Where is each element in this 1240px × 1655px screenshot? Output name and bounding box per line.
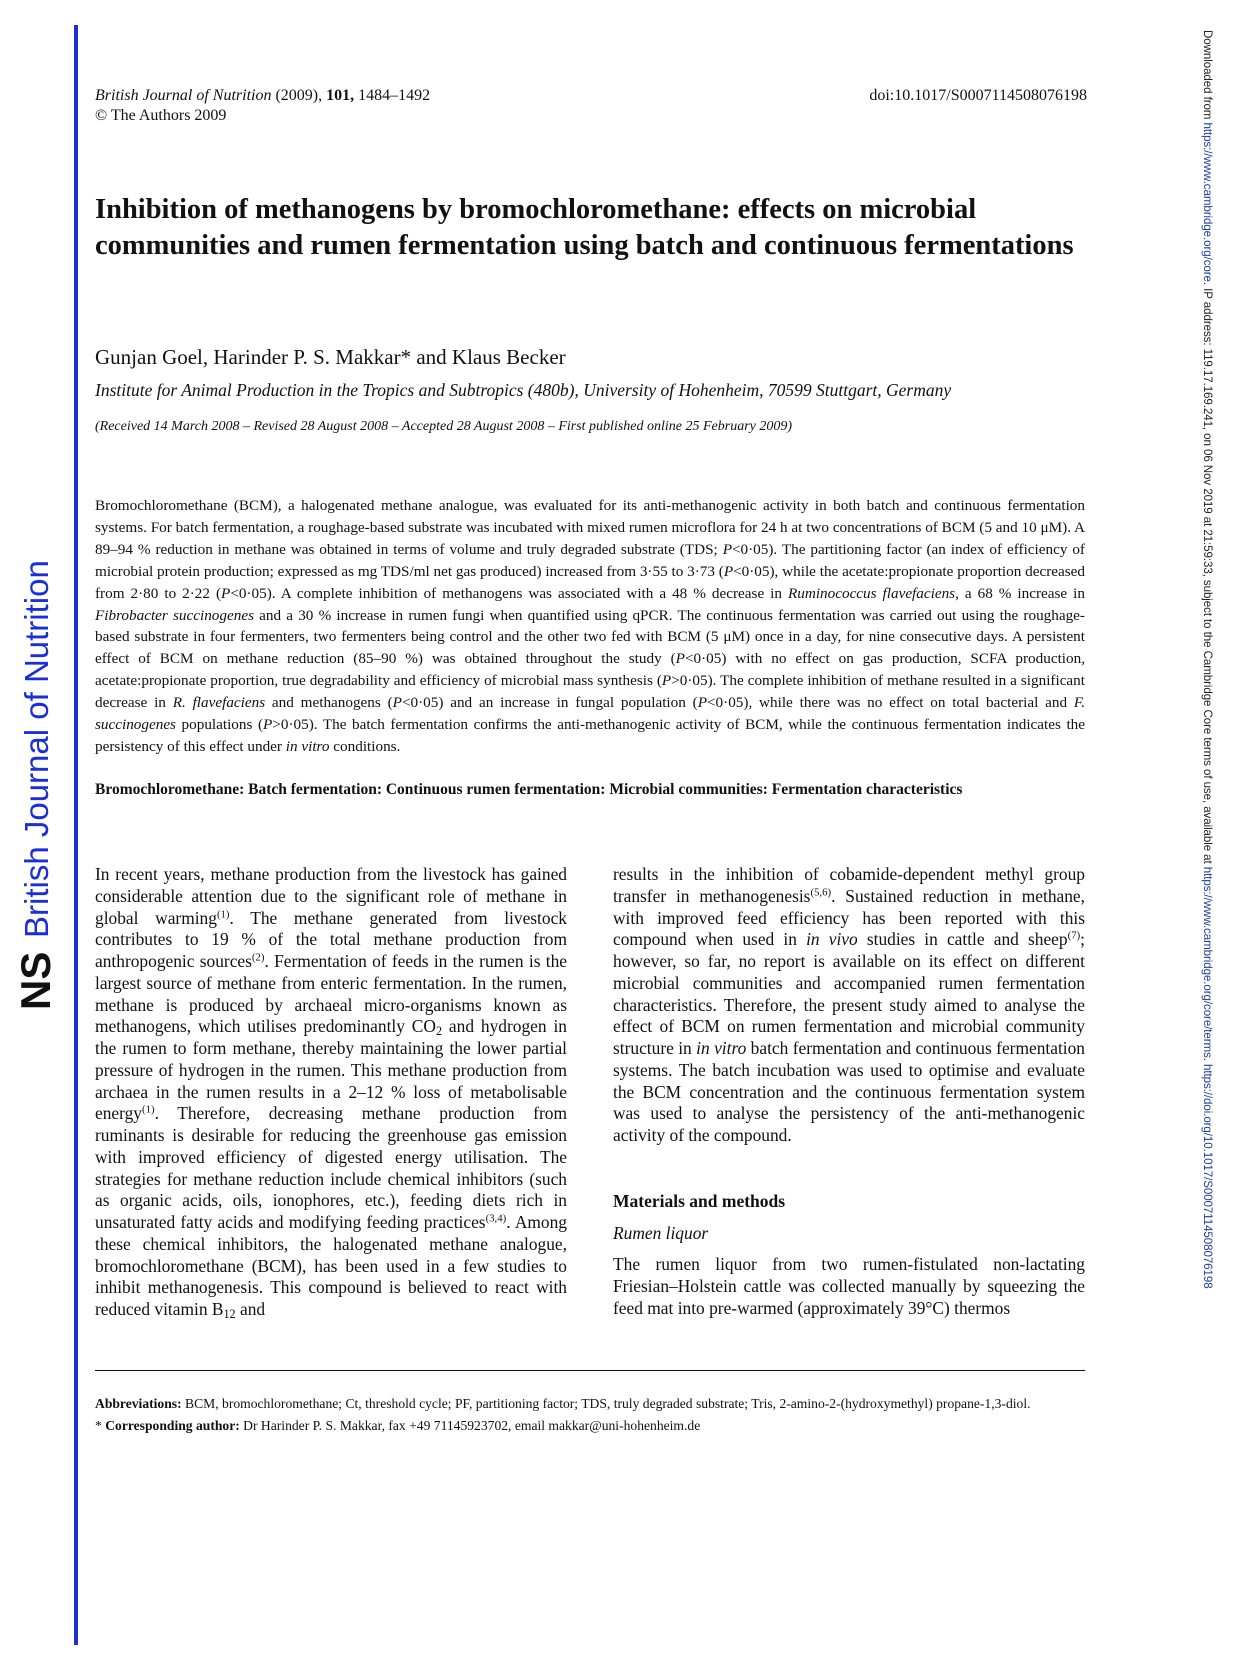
journal-volume: 101, <box>326 87 355 104</box>
intro-paragraph: In recent years, methane production from the livestock has gained considerable attention due to the significant role of methane in global warming$^{(1)}$. The methane generated from livestock contributes to 19 % of the total methane production from anthropogenic sources$^{(2)}$. Fermentation of feeds in the rumen is the largest source of methane from enteric fermentation. In the rumen, methane is produced by archaeal micro-organisms known as methanogens, which utilises predominantly $CO_2$ and hydrogen in the rumen to form methane, thereby maintaining the lower partial pressure of hydrogen in the rumen. This methane production from archaea in the rumen results in a 2–12 % loss of metabolisable energy$^{(1)}$. Therefore, decreasing methane production from ruminants is desirable for reducing the greenhouse gas emission with improved efficiency of digested energy utilisation. The strategies for methane reduction include chemical inhibitors (such as organic acids, oils, ionophores, etc.), feeding diets rich in unsaturated fatty acids and modifying feeding practices$^{(3,4)}$. Among these chemical inhibitors, the halogenated methane analogue, bromochloromethane (BCM), has been used in a few studies to inhibit methanogenesis. This compound is believed to react with reduced vitamin $B_{12}$ and <box>95 864 567 1322</box>
terms-link[interactable]: https://www.cambridge.org/core/terms <box>1201 866 1214 1058</box>
body-column-right <box>613 864 1085 1320</box>
citation-ref[interactable]: (7) <box>1067 929 1081 942</box>
citation-ref[interactable]: (1) <box>142 1103 155 1116</box>
citation-ref[interactable]: (5,6) <box>810 886 832 899</box>
keywords: Bromochloromethane: Batch fermentation: Continuous rumen fermentation: Microbial communities: Fermentation characteristics <box>95 781 963 798</box>
journal-pages: 1484–1492 <box>358 87 431 104</box>
affiliation: Institute for Animal Production in the Tropics and Subtropics (480b), University of Hohenheim, 70599 Stuttgart, Germany <box>95 380 952 400</box>
citation-ref[interactable]: (3,4) <box>485 1212 507 1225</box>
article-title: Inhibition of methanogens by bromochloromethane: effects on microbial communities and rumen fermentation using batch and continuous fermentations <box>95 194 1074 261</box>
logo-monogram: NS <box>12 951 59 1010</box>
footnotes <box>95 1394 1085 1438</box>
section-heading-methods: Materials and methods <box>613 1190 786 1211</box>
journal-logo <box>4 560 68 1020</box>
authors: Gunjan Goel, Harinder P. S. Makkar* and Klaus Becker <box>95 345 566 369</box>
doi: doi:10.1017/S0007114508076198 <box>869 87 1087 104</box>
abbreviations-note: Abbreviations: BCM, bromochloromethane; Ct, threshold cycle; PF, partitioning factor; TDS, truly degraded substrate; Tris, 2-amino-2-(hydroxymethyl) propane-1,3-diol. <box>95 1396 1031 1411</box>
citation-ref[interactable]: (1) <box>216 908 230 921</box>
intro-paragraph-continued: results in the inhibition of cobamide-dependent methyl group transfer in methanogenesis$^{(5,6)}$. Sustained reduction in methane, with improved feed efficiency has been reported with this compound when used in in vivo studies in cattle and sheep$^{(7)}$; however, so far, no report is available on its effect on different microbial communities and accompanied rumen fermentation characteristics. Therefore, the present study aimed to analyse the effect of BCM on rumen fermentation and microbial community structure in in vitro batch fermentation and continuous fermentation systems. The batch incubation was used to optimise and evaluate the BCM concentration and the continuous fermentation system was used to analyse the persistency of the anti-methanogenic activity of the compound. <box>613 864 1086 1145</box>
publication-history: (Received 14 March 2008 – Revised 28 August 2008 – Accepted 28 August 2008 – First published online 25 February 2009) <box>95 419 793 434</box>
citation-ref[interactable]: (2) <box>251 951 265 964</box>
journal-year: (2009), <box>275 87 323 104</box>
subsection-heading-rumen-liquor: Rumen liquor <box>613 1222 709 1243</box>
corresponding-author-note: * Corresponding author: Dr Harinder P. S. Makkar, fax +49 71145923702, email makkar@uni-hohenheim.de <box>95 1418 701 1433</box>
body-column-left <box>95 864 567 1321</box>
cambridge-core-link[interactable]: https://www.cambridge.org/core <box>1201 122 1214 282</box>
methods-paragraph: The rumen liquor from two rumen-fistulated non-lactating Friesian–Holstein cattle was collected manually by squeezing the feed mat into pre-warmed (approximately 39°C) thermos <box>613 1254 1085 1318</box>
abstract: Bromochloromethane (BCM), a halogenated methane analogue, was evaluated for its anti-methanogenic activity in both batch and continuous fermentation systems. For batch fermentation, a roughage-based substrate was incubated with mixed rumen microflora for 24 h at two concentrations of BCM (5 and 10 μM). A 89–94 % reduction in methane was obtained in terms of volume and truly degraded substrate (TDS; P<0·05). The partitioning factor (an index of efficiency of microbial protein production; expressed as mg TDS/ml net gas produced) increased from 3·55 to 3·73 (P<0·05), while the acetate:propionate proportion decreased from 2·80 to 2·22 (P<0·05). A complete inhibition of methanogens was associated with a 48 % decrease in Ruminococcus flavefaciens, a 68 % increase in Fibrobacter succinogenes and a 30 % increase in rumen fungi when quantified using qPCR. The continuous fermentation was carried out using the roughage-based substrate in four fermenters, two fermenters being control and the other two fed with BCM (5 μM) once in a day, for nine consecutive days. A persistent effect of BCM on methane reduction (85–90 %) was obtained throughout the study (P<0·05) with no effect on gas production, SCFA production, acetate:propionate proportion, true degradability and efficiency of microbial mass synthesis (P>0·05). The complete inhibition of methane resulted in a significant decrease in R. flavefaciens and methanogens (P<0·05) and an increase in fungal population (P<0·05), while there was no effect on total bacterial and F. succinogenes populations (P>0·05). The batch fermentation confirms the anti-methanogenic activity of BCM, while the continuous fermentation indicates the persistency of this effect under in vitro conditions. <box>95 497 1085 755</box>
journal-citation <box>95 86 430 126</box>
footnote-divider <box>95 1370 1085 1371</box>
journal-name: British Journal of Nutrition <box>95 87 272 104</box>
doi-link[interactable]: https://doi.org/10.1017/S0007114508076198 <box>1201 1064 1214 1289</box>
logo-journal-name: British Journal of Nutrition <box>18 560 55 938</box>
download-notice: Downloaded from https://www.cambridge.org/core. IP address: 119.17.169.241, on 06 Nov 2019 at 21:59:33, subject to the Cambridge Core terms of use, available at https://www.cambridge.org/core/terms. https://doi.org/10.1017/S0007114508076198 <box>1201 30 1214 1289</box>
left-margin-rule <box>74 25 78 1645</box>
copyright: © The Authors 2009 <box>95 107 227 124</box>
